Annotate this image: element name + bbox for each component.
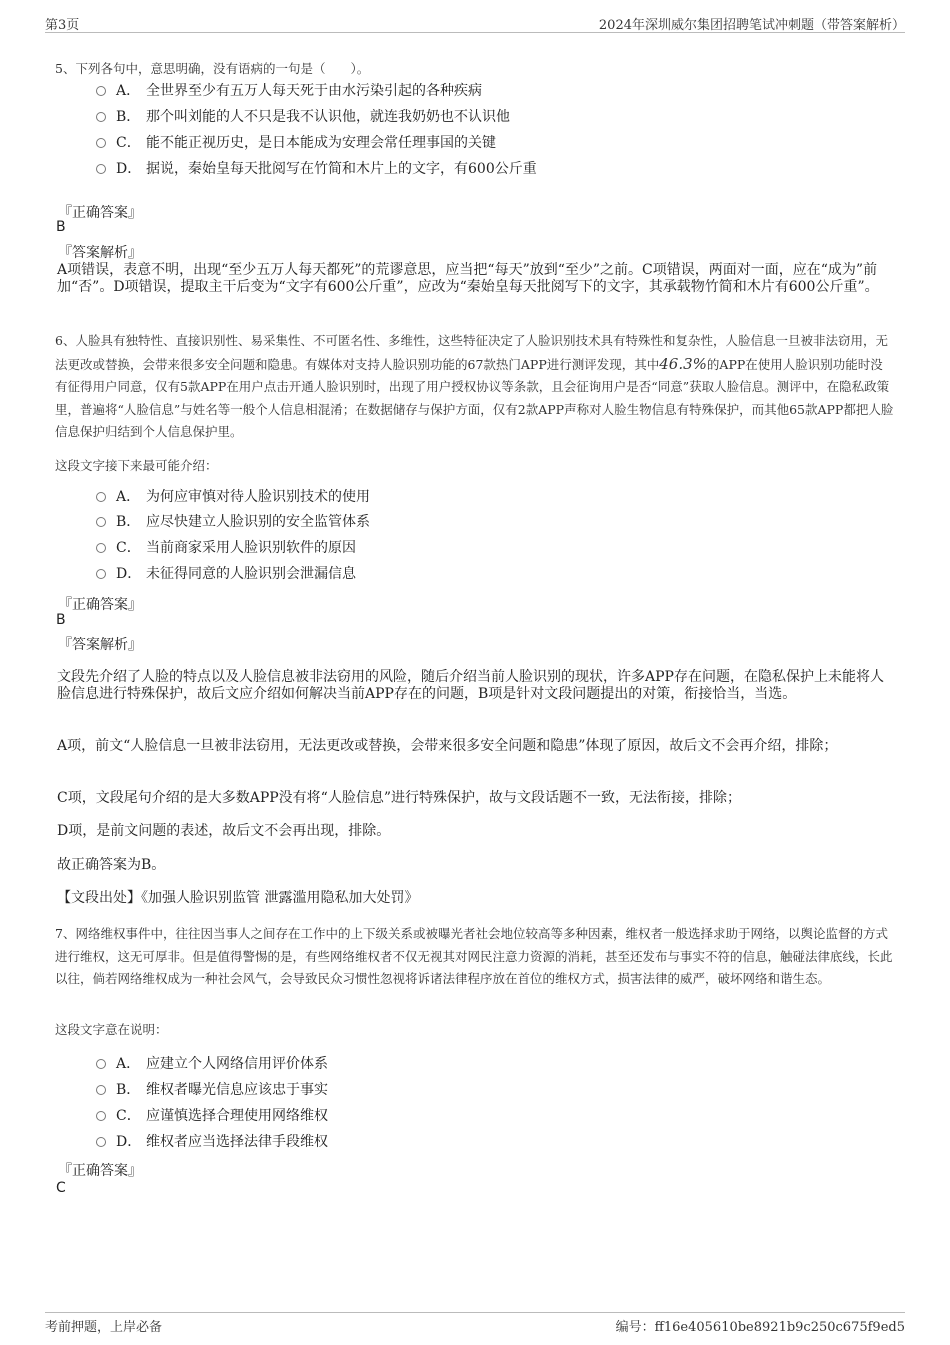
option-letter: D． bbox=[116, 1134, 142, 1150]
option-text: 应建立个人网络信用评价体系 bbox=[146, 1056, 328, 1072]
option-text: 应谨慎选择合理使用网络维权 bbox=[146, 1108, 328, 1124]
q6-source: 【文段出处】《加强人脸识别监管 泄露滥用隐私加大处罚》 bbox=[57, 890, 419, 906]
q5-option-b[interactable] bbox=[96, 106, 510, 128]
q6-analysis-paragraph: 文段先介绍了人脸的特点以及人脸信息被非法窃用的风险，随后介绍当前人脸识别的现状，许多APP存在问题，在隐私保护上未能将人脸信息进行特殊保护，故后文应介绍如何解决当前APP存在的问题，B项是针对文段问题提出的对策，衔接恰当，当选。 bbox=[57, 669, 884, 702]
option-letter: A． bbox=[116, 1056, 141, 1072]
q5-analysis-label: 『答案解析』 bbox=[58, 245, 142, 261]
q7-answer-label: 『正确答案』 bbox=[58, 1163, 142, 1179]
q5-answer: B bbox=[56, 219, 66, 235]
option-text: 据说，秦始皇每天批阅写在竹简和木片上的文字，有600公斤重 bbox=[146, 161, 537, 177]
radio-icon[interactable] bbox=[96, 1085, 106, 1095]
q5-stem: 5、下列各句中，意思明确，没有语病的一句是（ ）。 bbox=[55, 61, 370, 76]
q5-option-d[interactable] bbox=[96, 158, 537, 180]
q6-option-d[interactable] bbox=[96, 563, 356, 585]
radio-icon[interactable] bbox=[96, 1111, 106, 1121]
option-text: 那个叫刘能的人不只是我不认识他，就连我奶奶也不认识他 bbox=[146, 109, 510, 125]
q7-option-c[interactable] bbox=[96, 1105, 328, 1127]
q5-answer-label: 『正确答案』 bbox=[58, 205, 142, 221]
page-header bbox=[45, 12, 905, 33]
option-letter: A． bbox=[116, 83, 141, 99]
q6-analysis-paragraph: A项，前文“人脸信息一旦被非法窃用，无法更改或替换，会带来很多安全问题和隐患”体现了原因，故后文不会再介绍，排除； bbox=[57, 738, 838, 754]
q6-prompt: 这段文字接下来最可能介绍： bbox=[55, 458, 218, 473]
radio-icon[interactable] bbox=[96, 569, 106, 579]
q6-stem-part1: 6、人脸具有独特性、直接识别性、易采集性、不可匿名性、多维性，这些特征决定了人脸识别技术具有特殊性和复杂性，人脸信息一旦被非法窃用，无法更改或替换，会带来很多安全问题和隐患。有媒体对支持人脸识别功能的67款热门APP进行测评发现，其中 bbox=[55, 333, 888, 372]
option-letter: C． bbox=[116, 540, 141, 556]
document-title: 2024年深圳威尔集团招聘笔试冲刺题（带答案解析） bbox=[598, 18, 905, 33]
q6-option-b[interactable] bbox=[96, 511, 370, 533]
option-letter: A． bbox=[116, 489, 141, 505]
radio-icon[interactable] bbox=[96, 517, 106, 527]
option-letter: C． bbox=[116, 135, 141, 151]
radio-icon[interactable] bbox=[96, 86, 106, 96]
option-text: 为何应审慎对待人脸识别技术的使用 bbox=[146, 489, 370, 505]
radio-icon[interactable] bbox=[96, 138, 106, 148]
option-text: 维权者应当选择法律手段维权 bbox=[146, 1134, 328, 1150]
q6-percent: 46.3% bbox=[659, 354, 707, 373]
radio-icon[interactable] bbox=[96, 112, 106, 122]
option-text: 全世界至少有五万人每天死于由水污染引起的各种疾病 bbox=[146, 83, 482, 99]
option-letter: B． bbox=[116, 109, 141, 125]
q7-stem: 7、网络维权事件中，往往因当事人之间存在工作中的上下级关系或被曝光者社会地位较高等多种因素，维权者一般选择求助于网络，以舆论监督的方式进行维权，这无可厚非。但是值得警惕的是，有些网络维权者不仅无视其对网民注意力资源的消耗，甚至还发布与事实不符的信息，触碰法律底线，长此以往，倘若网络维权成为一种社会风气，会导致民众习惯性忽视将诉诸法律程序放在首位的维权方式，损害法律的威严，破坏网络和谐生态。 bbox=[55, 926, 893, 986]
q6-answer-label: 『正确答案』 bbox=[58, 597, 142, 613]
q6-analysis-label: 『答案解析』 bbox=[58, 637, 142, 653]
footer-slogan: 考前押题，上岸必备 bbox=[45, 1320, 163, 1335]
q5-option-a[interactable] bbox=[96, 80, 482, 102]
q5-analysis: A项错误，表意不明，出现“至少五万人每天都死”的荒谬意思，应当把“每天”放到“至少”之前。C项错误，两面对一面，应在“成为”前加“否”。D项错误，提取主干后变为“文字有600公斤重”，应改为“秦始皇每天批阅写下的文字，其承载物竹简和木片有600公斤重”。 bbox=[57, 262, 879, 295]
q7-option-b[interactable] bbox=[96, 1079, 328, 1101]
q6-answer: B bbox=[56, 612, 66, 628]
q7-option-d[interactable] bbox=[96, 1131, 328, 1153]
radio-icon[interactable] bbox=[96, 1059, 106, 1069]
q6-stem bbox=[55, 330, 895, 444]
q6-stem-part2: 的APP在使用人脸识别功能时没有征得用户同意，仅有5款APP在用户点击开通人脸识别时，出现了用户授权协议等条款，且会征询用户是否“同意”获取人脸信息。测评中，在隐私政策里，普遍将“人脸信息”与姓名等一般个人信息相混淆；在数据储存与保护方面，仅有2款APP声称对人脸生物信息有特殊保护，而其他65款APP都把人脸信息保护归结到个人信息保护里。 bbox=[55, 356, 894, 439]
q6-option-a[interactable] bbox=[96, 486, 370, 508]
page-number: 第3页 bbox=[45, 18, 80, 33]
radio-icon[interactable] bbox=[96, 164, 106, 174]
document-id: 编号：ff16e405610be8921b9c250c675f9ed5 bbox=[615, 1320, 905, 1335]
q6-analysis-paragraph: C项，文段尾句介绍的是大多数APP没有将“人脸信息”进行特殊保护，故与文段话题不一致，无法衔接，排除； bbox=[57, 790, 741, 806]
radio-icon[interactable] bbox=[96, 1137, 106, 1147]
option-text: 维权者曝光信息应该忠于事实 bbox=[146, 1082, 328, 1098]
q6-option-c[interactable] bbox=[96, 537, 356, 559]
q7-option-a[interactable] bbox=[96, 1053, 328, 1075]
page-footer bbox=[45, 1312, 905, 1333]
option-text: 当前商家采用人脸识别软件的原因 bbox=[146, 540, 356, 556]
option-letter: B． bbox=[116, 1082, 141, 1098]
option-text: 能不能正视历史，是日本能成为安理会常任理事国的关键 bbox=[146, 135, 496, 151]
q7-answer: C bbox=[56, 1180, 66, 1196]
option-text: 应尽快建立人脸识别的安全监管体系 bbox=[146, 514, 370, 530]
option-text: 未征得同意的人脸识别会泄漏信息 bbox=[146, 566, 356, 582]
radio-icon[interactable] bbox=[96, 543, 106, 553]
option-letter: D． bbox=[116, 566, 142, 582]
q5-option-c[interactable] bbox=[96, 132, 496, 154]
q6-analysis-paragraph: 故正确答案为B。 bbox=[57, 857, 166, 873]
option-letter: B． bbox=[116, 514, 141, 530]
option-letter: D． bbox=[116, 161, 142, 177]
q6-analysis-paragraph: D项，是前文问题的表述，故后文不会再出现，排除。 bbox=[57, 823, 391, 839]
q7-prompt: 这段文字意在说明： bbox=[55, 1022, 168, 1037]
radio-icon[interactable] bbox=[96, 492, 106, 502]
option-letter: C． bbox=[116, 1108, 141, 1124]
